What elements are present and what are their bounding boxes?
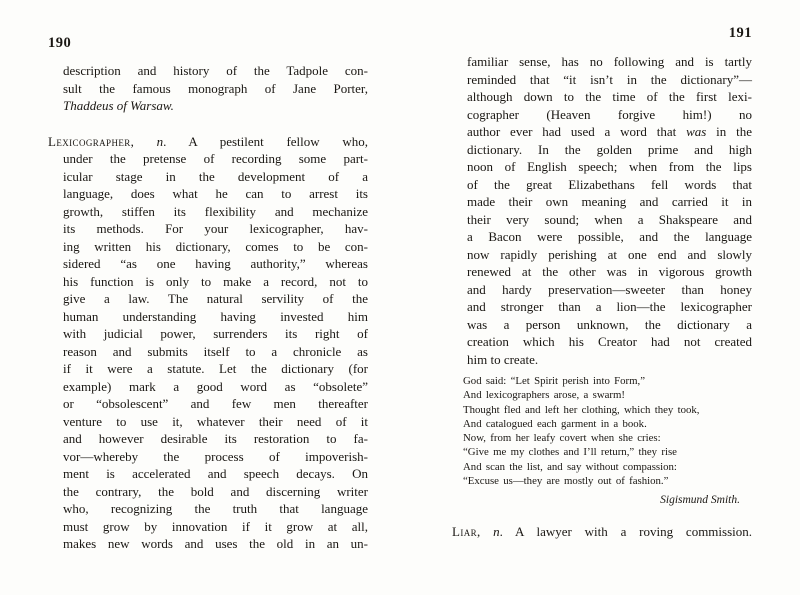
page-number-left: 190 xyxy=(48,35,72,51)
text-line: icular stage in the development of a xyxy=(63,168,368,184)
block-poem xyxy=(463,374,752,488)
text-line: ment is accelerated and speech decays. On xyxy=(63,466,368,481)
text-line: if it were a statute. Let the dictionary (for xyxy=(63,361,368,376)
text-line: And catalogued each garment in a book. xyxy=(463,417,647,430)
block-entry xyxy=(452,523,752,541)
text-line: creation which his Creator had not created xyxy=(467,334,752,349)
text-line: its methods. For your lexicographer, hav- xyxy=(63,221,368,236)
text-line: author ever had used a word that was in the xyxy=(467,124,752,139)
text-line: although down to the time of the first lexi- xyxy=(467,89,752,104)
text-line: example) mark a good word as “obsolete” xyxy=(63,378,368,394)
text-line: growth, stiffen its flexibility and mechanize xyxy=(63,203,368,219)
text-line: give a law. The natural servility of the xyxy=(63,291,368,306)
text-line: who, recognizing the truth that language xyxy=(63,501,368,516)
text-line: under the pretense of recording some part- xyxy=(63,151,368,166)
text-line: or “obsolescent” and few men thereafter xyxy=(63,396,368,411)
text-line: “Excuse us—they are mostly out of fashion.” xyxy=(463,475,669,488)
text-line: Sigismund Smith. xyxy=(660,494,740,507)
text-line: And lexicographers arose, a swarm! xyxy=(463,389,625,402)
text-line: language, does what he can to arrest its xyxy=(63,186,368,201)
text-line: their very sound; when a Shakspeare and xyxy=(467,211,752,227)
text-line: reminded that “it isn’t in the dictionary”— xyxy=(467,71,752,87)
text-line: human understanding having invested him xyxy=(63,308,368,324)
page-number-right: 191 xyxy=(728,25,752,41)
text-line: with judicial power, surrenders its right of xyxy=(63,326,368,341)
text-line: God said: “Let Spirit perish into Form,” xyxy=(463,375,646,387)
block-plain xyxy=(452,53,752,368)
text-line: venture to use it, whatever their need of it xyxy=(63,413,368,429)
text-line: “Give me my clothes and I’ll return,” they rise xyxy=(463,446,677,459)
text-line: familiar sense, has no following and is tartly xyxy=(467,54,752,69)
text-line: of the great Elizabethans fell words that xyxy=(467,176,752,192)
text-line: him to create. xyxy=(467,351,539,367)
text-line: and however desirable its restoration to fa- xyxy=(63,431,368,446)
page-left-text xyxy=(48,62,368,553)
text-line: And scan the list, and say without compassion: xyxy=(463,460,677,473)
page-left xyxy=(48,35,368,553)
text-line: cographer (Heaven forgive him!) no xyxy=(467,106,752,122)
text-line: the contrary, the bold and discerning writer xyxy=(63,483,368,499)
block-entry xyxy=(48,133,368,553)
text-line: must grow by innovation if it grow at all, xyxy=(63,518,368,534)
text-line: now rapidly perishing at one end and slowly xyxy=(467,246,752,262)
text-line: dictionary. In the golden prime and high xyxy=(467,141,752,157)
text-line: made their own meaning and carried it in xyxy=(467,194,752,209)
block-attribution xyxy=(452,493,752,507)
page-right-text xyxy=(452,53,752,541)
text-line: makes new words and uses the old in an un- xyxy=(63,536,368,551)
text-line: ing written his dictionary, comes to be con- xyxy=(63,238,368,254)
text-line: was a person unknown, the dictionary a xyxy=(467,316,752,332)
text-line: Thought fled and left her clothing, which they took, xyxy=(463,403,700,416)
text-line: renewed at the other was in vigorous growth xyxy=(467,264,752,279)
text-line: Liar, n. A lawyer with a roving commission. xyxy=(452,524,753,540)
page-right xyxy=(452,25,752,541)
block-plain xyxy=(48,62,368,115)
text-line: Now, from her leafy covert when she cries: xyxy=(463,432,661,445)
text-line: and stronger than a lion—the lexicographer xyxy=(467,299,752,314)
text-line: reason and submits itself to a chronicle as xyxy=(63,343,368,359)
text-line: vor—whereby the process of impoverish- xyxy=(63,448,368,464)
text-line: sult the famous monograph of Jane Porter, xyxy=(63,80,368,96)
text-line: Lexicographer, n. A pestilent fellow who, xyxy=(48,133,368,149)
text-line: sidered “as one having authority,” whereas xyxy=(63,256,368,271)
text-line: a Bacon were possible, and the language xyxy=(467,229,752,244)
text-line: his function is only to make a record, not to xyxy=(63,273,368,289)
text-line: and hardy preservation—sweeter than honey xyxy=(467,281,752,297)
text-line: Thaddeus of Warsaw. xyxy=(63,98,174,113)
text-line: description and history of the Tadpole con- xyxy=(63,63,368,78)
text-line: noon of English speech; when from the lips xyxy=(467,159,752,174)
